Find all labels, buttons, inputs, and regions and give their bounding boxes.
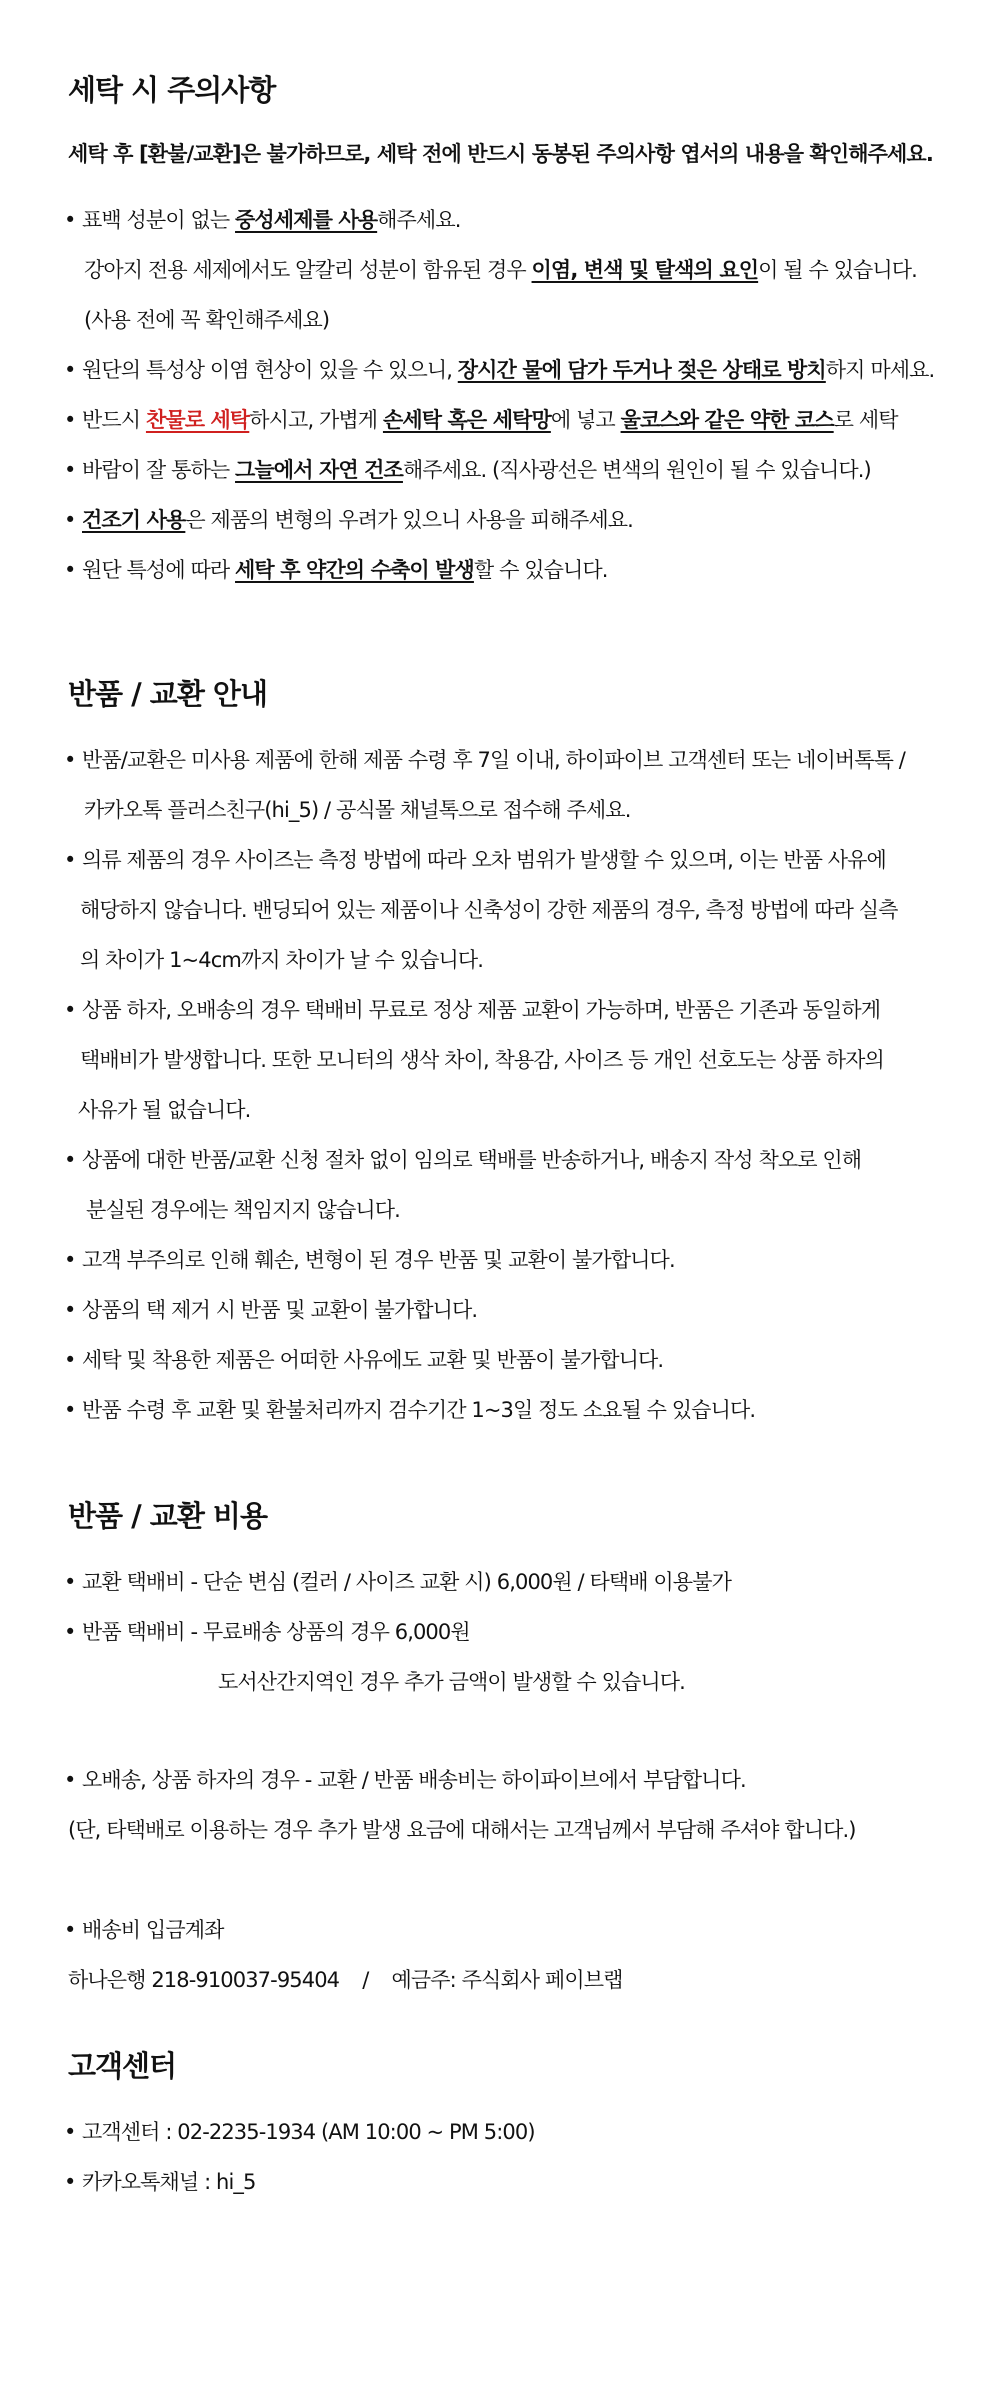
wash-notice: 세탁 후 [환불/교환]은 불가하므로, 세탁 전에 반드시 동봉된 주의사항 엽서의 내용을 확인해주세요. <box>68 142 933 166</box>
returns-section-title: 반품 / 교환 안내 <box>68 677 267 711</box>
returns-bullet-worn: • 세탁 및 착용한 제품은 어떠한 사유에도 교환 및 반품이 불가합니다. <box>66 1344 663 1376</box>
costs-bullet-return-line2: 도서산간지역인 경우 추가 금액이 발생할 수 있습니다. <box>218 1670 685 1694</box>
returns-bullet-period: • 반품/교환은 미사용 제품에 한해 제품 수령 후 7일 이내, 하이파이브 고객센터 또는 네이버톡톡 / <box>66 744 905 776</box>
wash-bullet-shrink: • 원단 특성에 따라 세탁 후 약간의 수축이 발생할 수 있습니다. <box>66 554 608 586</box>
costs-bullet-exchange: • 교환 택배비 - 단순 변심 (컬러 / 사이즈 교환 시) 6,000원 / 타택배 이용불가 <box>66 1566 731 1598</box>
wash-bullet-soaking: • 원단의 특성상 이염 현상이 있을 수 있으니, 장시간 물에 담가 두거나 젖은 상태로 방치하지 마세요. <box>66 354 934 386</box>
returns-bullet-inspection: • 반품 수령 후 교환 및 환불처리까지 검수기간 1~3일 정도 소요될 수 있습니다. <box>66 1394 755 1426</box>
returns-bullet-tag: • 상품의 택 제거 시 반품 및 교환이 불가합니다. <box>66 1294 477 1326</box>
support-phone: • 고객센터 : 02-2235-1934 (AM 10:00 ~ PM 5:00) <box>66 2116 535 2148</box>
returns-bullet-size-line3: 의 차이가 1~4cm까지 차이가 날 수 있습니다. <box>80 948 484 972</box>
costs-section-title: 반품 / 교환 비용 <box>68 1499 267 1533</box>
wash-bullet-drying: • 바람이 잘 통하는 그늘에서 자연 건조해주세요. (직사광선은 변색의 원인이 될 수 있습니다.) <box>66 454 871 486</box>
returns-bullet-arbitrary: • 상품에 대한 반품/교환 신청 절차 없이 임의로 택배를 반송하거나, 배송지 작성 착오로 인해 <box>66 1144 861 1176</box>
support-section-title: 고객센터 <box>68 2049 177 2083</box>
returns-bullet-size: • 의류 제품의 경우 사이즈는 측정 방법에 따라 오차 범위가 발생할 수 있으며, 이는 반품 사유에 <box>66 844 886 876</box>
cold-water-highlight: 찬물로 세탁 <box>145 408 250 432</box>
returns-bullet-period-line2: 카카오톡 플러스친구(hi_5) / 공식몰 채널톡으로 접수해 주세요. <box>84 798 631 822</box>
returns-bullet-damage: • 고객 부주의로 인해 훼손, 변형이 된 경우 반품 및 교환이 불가합니다. <box>66 1244 675 1276</box>
account-info: 하나은행 218-910037-95404 / 예금주: 주식회사 페이브랩 <box>68 1968 623 1992</box>
costs-bullet-misdelivery: • 오배송, 상품 하자의 경우 - 교환 / 반품 배송비는 하이파이브에서 부담합니다. <box>66 1764 746 1796</box>
account-label: • 배송비 입금계좌 <box>66 1914 223 1946</box>
costs-bullet-return: • 반품 택배비 - 무료배송 상품의 경우 6,000원 <box>66 1616 470 1648</box>
wash-bullet-cold-water: • 반드시 찬물로 세탁하시고, 가볍게 손세탁 혹은 세탁망에 넣고 울코스와 같은 약한 코스로 세탁 <box>66 404 898 436</box>
support-kakao: • 카카오톡채널 : hi_5 <box>66 2166 255 2198</box>
returns-bullet-defect-line3: 사유가 될 없습니다. <box>78 1098 251 1122</box>
wash-bullet-detergent: • 표백 성분이 없는 중성세제를 사용해주세요. <box>66 204 460 236</box>
returns-bullet-size-line2: 해당하지 않습니다. 밴딩되어 있는 제품이나 신축성이 강한 제품의 경우, 측정 방법에 따라 실측 <box>80 898 898 922</box>
costs-bullet-misdelivery-line2: (단, 타택배로 이용하는 경우 추가 발생 요금에 대해서는 고객님께서 부담해 주셔야 합니다.) <box>68 1818 856 1842</box>
wash-bullet-detergent-line2: 강아지 전용 세제에서도 알칼리 성분이 함유된 경우 이염, 변색 및 탈색의 요인이 될 수 있습니다. <box>84 258 917 282</box>
returns-bullet-arbitrary-line2: 분실된 경우에는 책임지지 않습니다. <box>86 1198 400 1222</box>
returns-bullet-defect-line2: 택배비가 발생합니다. 또한 모니터의 생삭 차이, 착용감, 사이즈 등 개인 선호도는 상품 하자의 <box>80 1048 884 1072</box>
wash-section-title: 세탁 시 주의사항 <box>68 73 276 107</box>
returns-bullet-defect: • 상품 하자, 오배송의 경우 택배비 무료로 정상 제품 교환이 가능하며, 반품은 기존과 동일하게 <box>66 994 880 1026</box>
wash-bullet-dryer: • 건조기 사용은 제품의 변형의 우려가 있으니 사용을 피해주세요. <box>66 504 633 536</box>
wash-bullet-detergent-line3: (사용 전에 꼭 확인해주세요) <box>84 308 330 332</box>
